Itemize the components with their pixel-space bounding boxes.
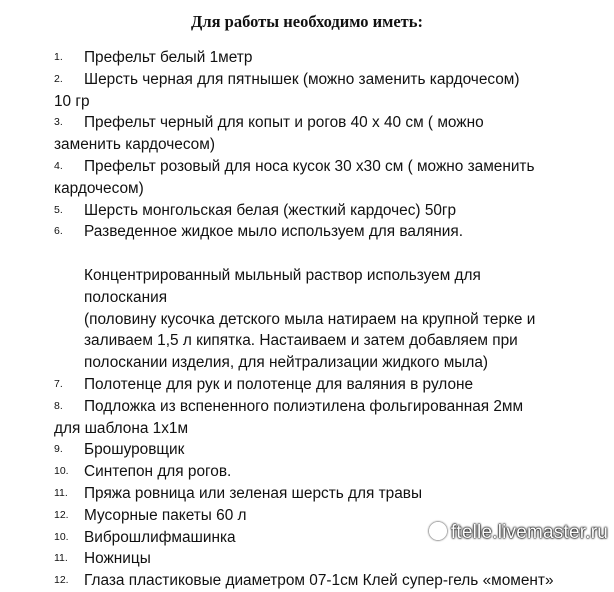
list-item-text: полоскании изделия, для нейтрализации жидкого мыла) — [84, 354, 489, 372]
list-item — [0, 200, 614, 222]
list-item-continuation: заменить кардочесом) — [54, 136, 215, 154]
list-item-continuation: для шаблона 1х1м — [54, 419, 189, 437]
list-item — [0, 134, 614, 156]
list-item — [0, 178, 614, 200]
list-item — [0, 548, 614, 570]
list-item-text: Ножницы — [84, 550, 151, 568]
list-item-number: 10. — [54, 530, 69, 543]
list-item-text: полоскания — [84, 288, 168, 306]
list-item — [0, 287, 614, 309]
list-item — [0, 69, 614, 91]
list-item-number: 1. — [54, 51, 63, 63]
list-item — [0, 418, 614, 440]
list-item — [0, 439, 614, 461]
livemaster-logo-icon — [429, 522, 447, 540]
list-item-number: 12. — [54, 574, 69, 587]
list-item-text: Глаза пластиковые диаметром 07-1см Клей супер-гель «момент» — [84, 572, 554, 590]
watermark-text: ftelle.livemaster.ru — [450, 522, 608, 543]
list-item-text: Разведенное жидкое мыло используем для валяния. — [84, 223, 463, 241]
list-item-number: 6. — [54, 225, 63, 238]
list-item — [0, 396, 614, 418]
list-item-text: Пряжа ровница или зеленая шерсть для травы — [84, 484, 423, 502]
list-item-continuation: 10 гр — [54, 92, 90, 110]
list-item-number: 5. — [54, 203, 63, 216]
list-item-text: Шерсть черная для пятнышек (можно заменить кардочесом) — [84, 70, 520, 88]
list-item — [0, 243, 614, 265]
list-item-number: 10. — [54, 465, 69, 478]
list-item-number: 7. — [54, 377, 63, 390]
list-item-text: (половину кусочка детского мыла натираем на крупной терке и — [84, 310, 536, 328]
list-item-number: 2. — [54, 72, 63, 85]
list-item-text: Шерсть монгольская белая (жесткий кардочес) 50гр — [84, 201, 457, 219]
list-item-number: 9. — [54, 443, 63, 456]
list-item — [0, 156, 614, 178]
list-item-text: заливаем 1,5 л кипятка. Настаиваем и затем добавляем при — [84, 332, 518, 350]
list-item-number: 3. — [54, 116, 63, 129]
materials-list — [0, 47, 614, 592]
list-item-number: 8. — [54, 399, 63, 412]
list-item-text: Полотенце для рук и полотенце для валяния в рулоне — [84, 375, 474, 393]
list-item-number: 11. — [54, 552, 68, 565]
list-item — [0, 483, 614, 505]
page-title: Для работы необходимо иметь: — [190, 12, 423, 31]
list-item — [0, 330, 614, 352]
list-item-number: 12. — [54, 508, 69, 521]
list-item-text: Концентрированный мыльный раствор используем для — [84, 266, 481, 284]
list-item-text: Синтепон для рогов. — [84, 463, 232, 481]
list-item — [0, 352, 614, 374]
list-item — [0, 47, 614, 69]
list-item — [0, 461, 614, 483]
list-item-number: 11. — [54, 486, 68, 499]
list-item-continuation: кардочесом) — [54, 179, 144, 197]
watermark — [429, 522, 608, 544]
list-item-text: Префельт черный для копыт и рогов 40 х 40 см ( можно — [84, 114, 484, 132]
list-item-text: Подложка из вспененного полиэтилена фольгированная 2мм — [84, 397, 524, 415]
list-item-number: 4. — [54, 159, 63, 172]
list-item — [0, 221, 614, 243]
list-item — [0, 374, 614, 396]
list-item — [0, 309, 614, 331]
list-item — [0, 570, 614, 592]
list-item-text: Мусорные пакеты 60 л — [84, 506, 247, 524]
list-item-text: Префельт белый 1метр — [84, 49, 253, 66]
list-item-text: Брошуровщик — [84, 441, 185, 459]
list-item — [0, 265, 614, 287]
list-item-text: Префельт розовый для носа кусок 30 х30 см ( можно заменить — [84, 157, 535, 175]
list-item-text: Виброшлифмашинка — [84, 528, 236, 546]
list-item — [0, 112, 614, 134]
list-item — [0, 91, 614, 113]
